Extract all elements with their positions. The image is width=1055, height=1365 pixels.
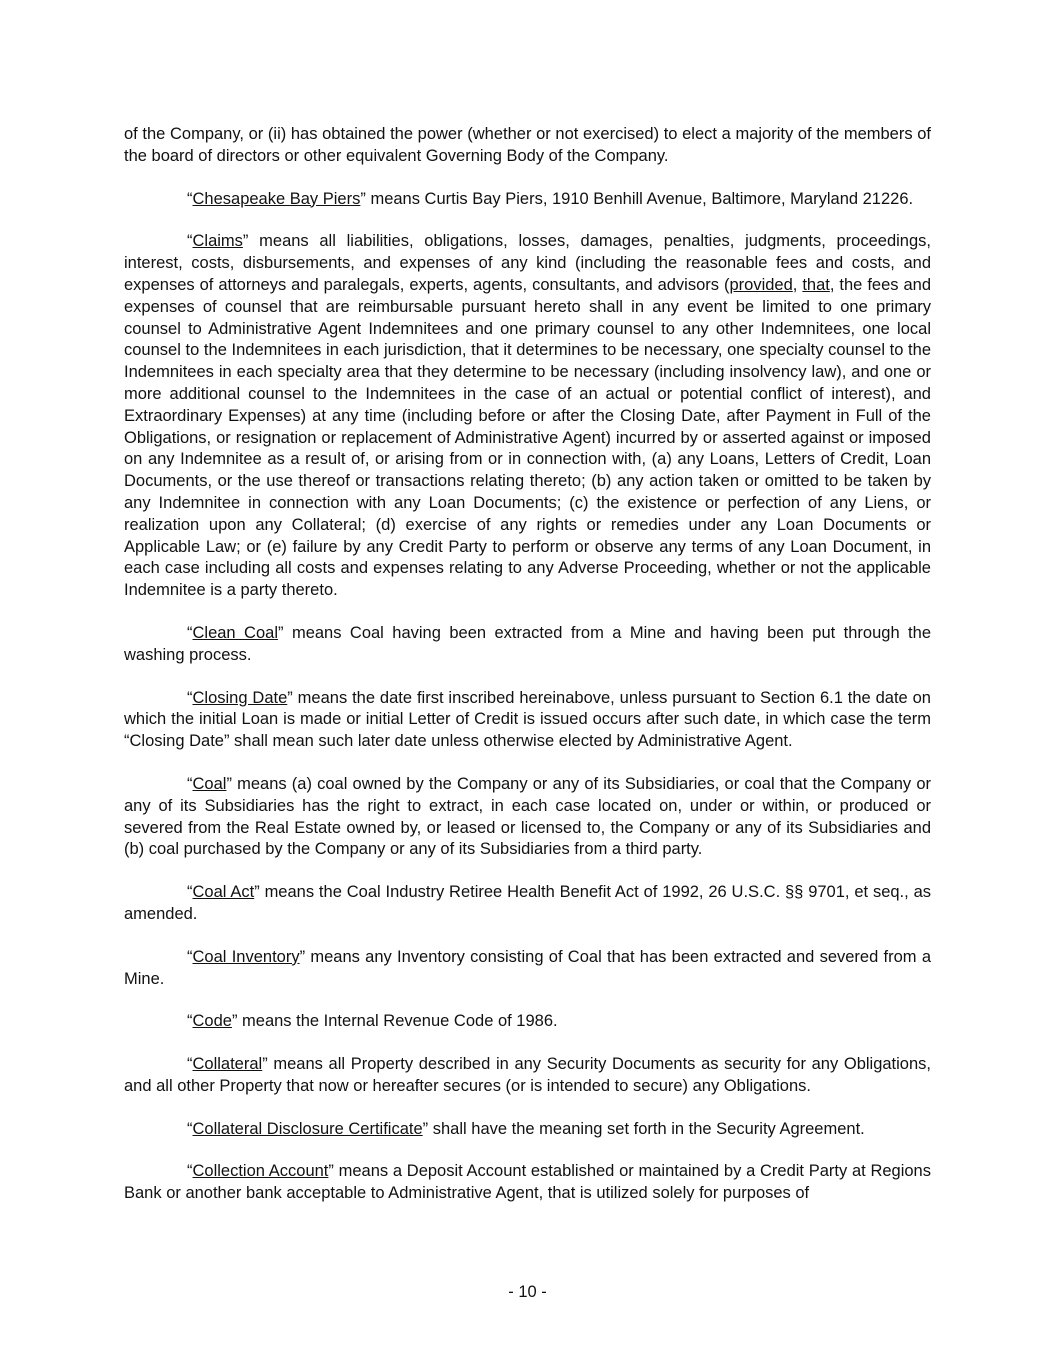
definition-text: means the Coal Industry Retiree Health Benefit Act of 1992, 26 U.S.C. §§ 9701, et seq., as amended. bbox=[124, 883, 931, 923]
defined-term: Claims bbox=[192, 232, 243, 251]
defined-term: Collateral bbox=[192, 1055, 263, 1074]
definition-text-continued: , the fees and expenses of counsel that are reimbursable pursuant hereto shall in any event be limited to one primary counsel to Administrative Agent Indemnitees and one primary counsel to any other Indemnitees, one local counsel to the Indemnitees in each jurisdiction, that it determines to be necessary, one specialty counsel to the Indemnitees in each specialty area that they determine to be necessary (including insolvency law), and one or more additional counsel to the Indemnitees in the case of an actual or potential conflict of interest), and Extraordinary Expenses) at any time (including before or after the Closing Date, after Payment in Full of the Obligations, or resignation or replacement of Administrative Agent) incurred by or asserted against or imposed on any Indemnitee as a result of, or arising from or in connection with, (a) any Loans, Letters of Credit, Loan Documents, or the use thereof or transactions relating thereto; (b) any action taken or omitted to be taken by any Indemnitee in connection with any Loan Documents; (c) the existence or perfection of any Liens, or realization upon any Collateral; (d) exercise of any rights or remedies under any Loan Documents or Applicable Law; or (e) failure by any Credit Party to perform or observe any terms of any Loan Document, in each case including all costs and expenses relating to any Adverse Proceeding, whether or not the applicable Indemnitee is a party thereto. bbox=[124, 275, 932, 600]
definition-coal-inventory bbox=[124, 947, 931, 991]
open-quote: “ bbox=[187, 189, 193, 208]
open-quote: “ bbox=[187, 883, 193, 902]
defined-term: Collateral Disclosure Certificate bbox=[192, 1119, 423, 1138]
definition-text: means all Property described in any Security Documents as security for any Obligations, and all other Property that now or hereafter secures (or is intended to secure) any Obligations. bbox=[124, 1055, 931, 1095]
provided-term: provided bbox=[729, 275, 793, 294]
definition-text: means Coal having been extracted from a Mine and having been put through the washing process. bbox=[124, 623, 931, 664]
open-quote: “ bbox=[187, 1012, 193, 1031]
close-quote: ” bbox=[328, 1162, 334, 1181]
open-quote: “ bbox=[187, 1119, 193, 1138]
definition-text: means (a) coal owned by the Company or any of its Subsidiaries, or coal that the Company or any of its Subsidiaries has the right to extract, in each case located on, under or within, or produced or severed from the Real Estate owned by, or leased or licensed to, the Company or any of its Subsidiaries and (b) coal purchased by the Company or any of its Subsidiaries from a third party. bbox=[124, 774, 931, 859]
definition-text: means Curtis Bay Piers, 1910 Benhill Avenue, Baltimore, Maryland 21226. bbox=[365, 189, 914, 208]
open-quote: “ bbox=[187, 774, 193, 793]
definition-closing-date bbox=[124, 688, 931, 753]
definition-coal bbox=[124, 774, 931, 861]
definition-text: means the date first inscribed hereinabove, unless pursuant to Section 6.1 the date on which the initial Loan is made or initial Letter of Credit is issued occurs after such date, in which case the term “Closing Date” shall mean such later date unless otherwise elected by Administrative Agent. bbox=[124, 688, 931, 751]
definition-text: means a Deposit Account established or maintained by a Credit Party at Regions Bank or another bank acceptable to Administrative Agent, that is utilized solely for purposes of bbox=[124, 1162, 931, 1203]
close-quote: ” bbox=[262, 1055, 268, 1074]
definition-clean-coal bbox=[124, 623, 931, 667]
document-body bbox=[124, 124, 931, 1226]
open-quote: “ bbox=[187, 623, 193, 642]
definition-collection-account bbox=[124, 1161, 931, 1205]
separator-text: , bbox=[792, 275, 803, 294]
close-quote: ” bbox=[287, 688, 293, 707]
defined-term: Coal bbox=[192, 774, 227, 793]
close-quote: ” bbox=[254, 883, 260, 902]
close-quote: ” bbox=[231, 1012, 238, 1031]
open-quote: “ bbox=[187, 947, 193, 966]
definition-chesapeake-bay-piers bbox=[124, 189, 931, 211]
definition-coal-act bbox=[124, 882, 931, 926]
paragraph-text: of the Company, or (ii) has obtained the power (whether or not exercised) to elect a majority of the members of the board of directors or other equivalent Governing Body of the Company. bbox=[124, 125, 931, 165]
definition-text: shall have the meaning set forth in the Security Agreement. bbox=[428, 1119, 865, 1138]
defined-term: Collection Account bbox=[192, 1162, 329, 1181]
close-quote: ” bbox=[278, 623, 284, 642]
close-quote: ” bbox=[360, 189, 366, 208]
definition-text: means any Inventory consisting of Coal that has been extracted and severed from a Mine. bbox=[124, 947, 931, 988]
definition-text: means the Internal Revenue Code of 1986. bbox=[237, 1012, 558, 1031]
defined-term: Clean Coal bbox=[192, 623, 278, 642]
defined-term: Closing Date bbox=[192, 688, 288, 707]
close-quote: ” bbox=[242, 232, 249, 251]
open-quote: “ bbox=[187, 232, 193, 251]
open-quote: “ bbox=[187, 1055, 193, 1074]
that-term: that bbox=[802, 275, 830, 294]
definition-collateral bbox=[124, 1054, 931, 1098]
paragraph-continuation bbox=[124, 124, 931, 168]
open-quote: “ bbox=[187, 1162, 193, 1181]
definition-code bbox=[124, 1011, 931, 1033]
definition-collateral-disclosure-certificate bbox=[124, 1119, 931, 1141]
definition-text: means all liabilities, obligations, losses, damages, penalties, judgments, proceedings, interest, costs, disbursements, and expenses of any kind (including the reasonable fees and costs, and expenses of attorneys and paralegals, experts, agents, consultants, and advisors ( bbox=[124, 232, 931, 294]
close-quote: ” bbox=[299, 947, 306, 966]
defined-term: Coal Act bbox=[192, 883, 255, 902]
defined-term: Chesapeake Bay Piers bbox=[192, 189, 361, 208]
page-number: - 10 - bbox=[508, 1283, 547, 1301]
close-quote: ” bbox=[226, 774, 232, 793]
defined-term: Code bbox=[192, 1012, 232, 1031]
defined-term: Coal Inventory bbox=[192, 947, 300, 966]
definition-claims bbox=[124, 231, 931, 602]
open-quote: “ bbox=[187, 688, 193, 707]
close-quote: ” bbox=[422, 1119, 429, 1138]
